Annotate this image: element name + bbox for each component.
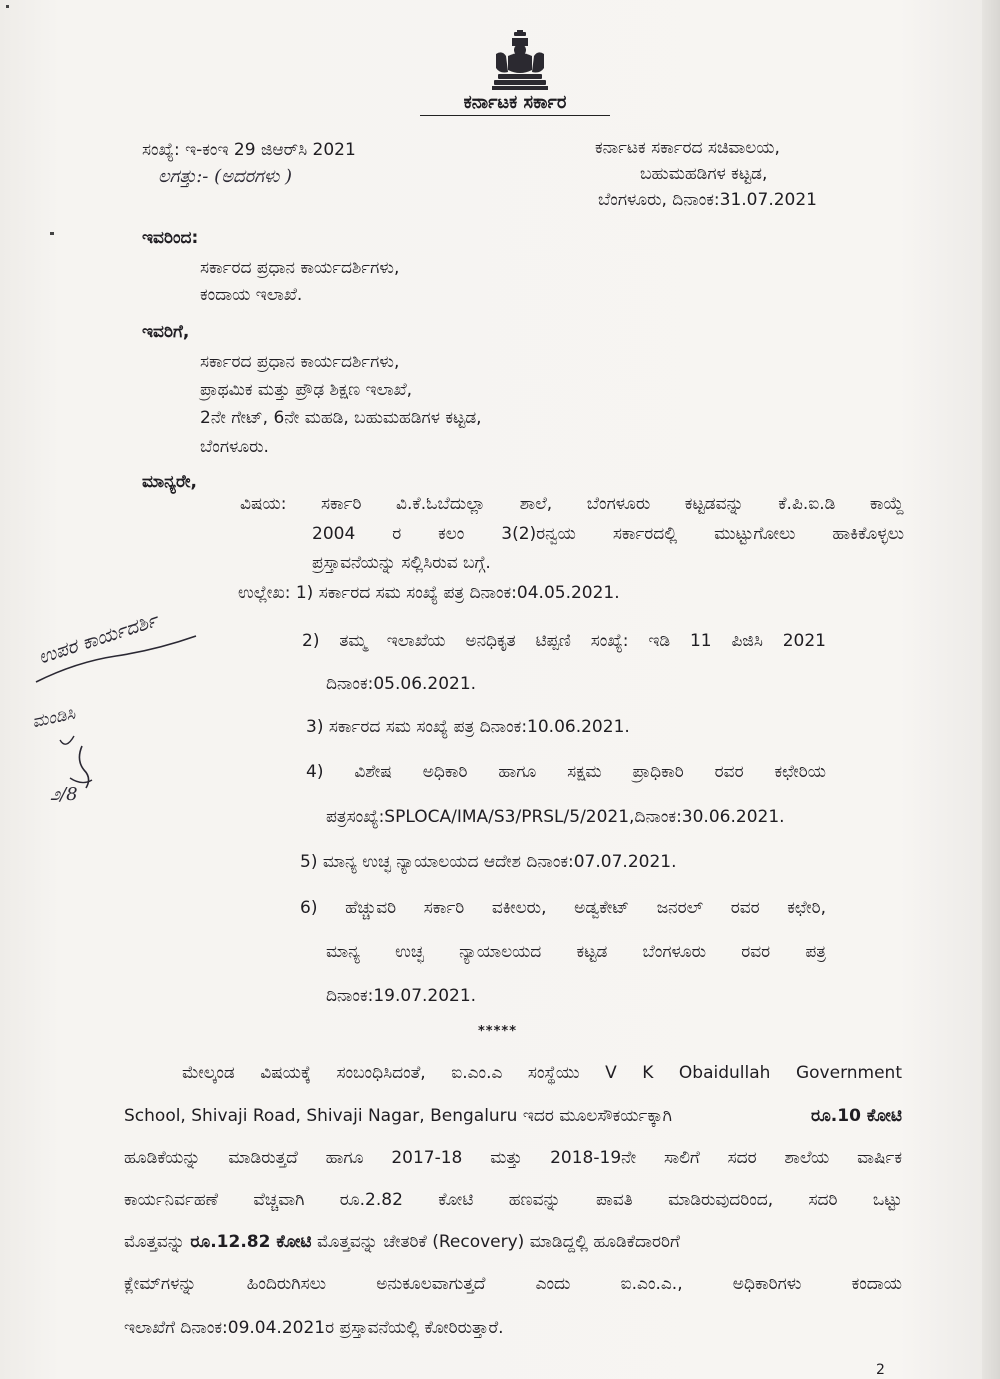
body-amount-10-crore: ರೂ.10 ಕೋಟಿ	[810, 1106, 902, 1126]
enclosures-note: ಲಗತ್ತು:- (ಅದರಗಳು )	[158, 166, 293, 187]
reference-number: ಸಂಖ್ಯೆ: ಇ-ಕಂಇ 29 ಜಿಆರ್‌ಸಿ 2021	[142, 140, 356, 160]
body-line-1: ಮೇಲ್ಕಂಡ ವಿಷಯಕ್ಕೆ ಸಂಬಂಧಿಸಿದಂತೆ, ಐ.ಎಂ.ಎ ಸಂಸ್ಥೆಯು V K Obaidullah Government	[182, 1063, 902, 1083]
body-line-3: ಹೂಡಿಕೆಯನ್ನು ಮಾಡಿರುತ್ತದೆ ಹಾಗೂ 2017-18 ಮತ್ತು 2018-19ನೇ ಸಾಲಿಗೆ ಸದರ ಶಾಲೆಯ ವಾರ್ಷಿಕ	[124, 1148, 902, 1168]
page-edge-shadow	[982, 0, 1000, 1379]
reference-1: ಉಲ್ಲೇಖ: 1) ಸರ್ಕಾರದ ಸಮ ಸಂಖ್ಯೆ ಪತ್ರ ದಿನಾಂಕ:04.05.2021.	[238, 583, 620, 603]
punch-mark	[6, 5, 9, 8]
reference-6b: ಮಾನ್ಯ ಉಚ್ಛ ನ್ಯಾಯಾಲಯದ ಕಟ್ಟಡ ಬೆಂಗಳೂರು ರವರ ಪತ್ರ	[326, 942, 826, 962]
handwritten-note-1: ಉಪರ ಕಾರ್ಯದರ್ಶಿ	[35, 609, 161, 669]
body-line-2-text: School, Shivaji Road, Shivaji Nagar, Bengaluru ಇದರ ಮೂಲಸೌಕರ್ಯಕ್ಕಾಗಿ	[124, 1106, 672, 1126]
reference-2a: 2) ತಮ್ಮ ಇಲಾಖೆಯ ಅನಧಿಕೃತ ಟಿಪ್ಪಣಿ ಸಂಖ್ಯೆ: ಇಡಿ 11 ಪಿಜಿಸಿ 2021	[302, 631, 826, 651]
handwritten-note-3: ೨/8	[50, 784, 78, 805]
punch-mark	[50, 232, 54, 235]
body-amount-12-82-crore: ರೂ.12.82 ಕೋಟಿ	[190, 1232, 312, 1252]
body-line-6: ಕ್ಲೇಮ್‌ಗಳನ್ನು ಹಿಂದಿರುಗಿಸಲು ಅನುಕೂಲವಾಗುತ್ತದೆ ಎಂದು ಐ.ಎಂ.ಎ., ಅಧಿಕಾರಿಗಳು ಕಂದಾಯ	[124, 1274, 902, 1294]
to-line-4: ಬೆಂಗಳೂರು.	[200, 437, 269, 457]
handwritten-note-2: ಮಂಡಿಸಿ	[30, 703, 78, 733]
reference-3: 3) ಸರ್ಕಾರದ ಸಮ ಸಂಖ್ಯೆ ಪತ್ರ ದಿನಾಂಕ:10.06.2021.	[306, 717, 630, 737]
reference-4a: 4) ವಿಶೇಷ ಅಧಿಕಾರಿ ಹಾಗೂ ಸಕ್ಷಮ ಪ್ರಾಧಿಕಾರಿ ರವರ ಕಛೇರಿಯ	[306, 762, 826, 782]
body-line-7: ಇಲಾಖೆಗೆ ದಿನಾಂಕ:09.04.2021ರ ಪ್ರಸ್ತಾವನೆಯಲ್ಲಿ ಕೋರಿರುತ್ತಾರೆ.	[124, 1318, 504, 1338]
from-line-1: ಸರ್ಕಾರದ ಪ್ರಧಾನ ಕಾರ್ಯದರ್ಶಿಗಳು,	[200, 258, 400, 278]
section-separator: *****	[478, 1024, 517, 1039]
to-line-2: ಪ್ರಾಥಮಿಕ ಮತ್ತು ಪ್ರೌಢ ಶಿಕ್ಷಣ ಇಲಾಖೆ,	[200, 380, 413, 400]
reference-5: 5) ಮಾನ್ಯ ಉಚ್ಛ ನ್ಯಾಯಾಲಯದ ಆದೇಶ ದಿನಾಂಕ:07.07.2021.	[300, 852, 677, 872]
page-number: 2	[876, 1362, 885, 1378]
subject-line-3: ಪ್ರಸ್ತಾವನೆಯನ್ನು ಸಲ್ಲಿಸಿರುವ ಬಗ್ಗೆ.	[312, 553, 491, 573]
from-label: ಇವರಿಂದ:	[142, 228, 199, 248]
from-line-2: ಕಂದಾಯ ಇಲಾಖೆ.	[200, 285, 303, 305]
subject-line-2: 2004 ರ ಕಲಂ 3(2)ರನ್ವಯ ಸರ್ಕಾರದಲ್ಲಿ ಮುಟ್ಟುಗೋಲು ಹಾಕಿಕೊಳ್ಳಲು	[312, 524, 904, 544]
office-line-3: ಬೆಂಗಳೂರು, ದಿನಾಂಕ:31.07.2021	[598, 190, 817, 210]
to-line-1: ಸರ್ಕಾರದ ಪ್ರಧಾನ ಕಾರ್ಯದರ್ಶಿಗಳು,	[200, 352, 400, 372]
body-line-2	[124, 1106, 902, 1126]
body-line-5-start: ಮೊತ್ತವನ್ನು	[124, 1232, 191, 1252]
subject-line-1: ವಿಷಯ: ಸರ್ಕಾರಿ ವಿ.ಕೆ.ಓಬೆದುಲ್ಲಾ ಶಾಲೆ, ಬೆಂಗಳೂರು ಕಟ್ಟಡವನ್ನು ಕೆ.ಪಿ.ಐ.ಡಿ ಕಾಯ್ದೆ	[240, 494, 904, 514]
reference-6c: ದಿನಾಂಕ:19.07.2021.	[326, 986, 477, 1006]
reference-4b: ಪತ್ರಸಂಖ್ಯೆ:SPLOCA/IMA/S3/PRSL/5/2021,ದಿನಾಂಕ:30.06.2021.	[326, 807, 785, 827]
office-line-2: ಬಹುಮಹಡಿಗಳ ಕಟ್ಟಡ,	[640, 164, 768, 184]
to-line-3: 2ನೇ ಗೇಟ್, 6ನೇ ಮಹಡಿ, ಬಹುಮಹಡಿಗಳ ಕಟ್ಟಡ,	[200, 408, 482, 428]
reference-2b: ದಿನಾಂಕ:05.06.2021.	[326, 674, 477, 694]
body-line-4: ಕಾರ್ಯನಿರ್ವಹಣೆ ವೆಚ್ಚವಾಗಿ ರೂ.2.82 ಕೋಟಿ ಹಣವನ್ನು ಪಾವತಿ ಮಾಡಿರುವುದರಿಂದ, ಸದರಿ ಒಟ್ಟು	[124, 1190, 902, 1210]
body-line-5	[124, 1232, 680, 1252]
government-title: ಕರ್ನಾಟಕ ಸರ್ಕಾರ	[420, 92, 610, 116]
office-line-1: ಕರ್ನಾಟಕ ಸರ್ಕಾರದ ಸಚಿವಾಲಯ,	[595, 138, 780, 158]
salutation: ಮಾನ್ಯರೇ,	[142, 472, 197, 492]
karnataka-emblem-icon	[488, 30, 552, 92]
to-label: ಇವರಿಗೆ,	[142, 322, 190, 342]
body-line-5-end: ಮೊತ್ತವನ್ನು ಚೇತರಿಕೆ (Recovery) ಮಾಡಿದ್ದಲ್ಲಿ ಹೂಡಿಕೆದಾರರಿಗೆ	[311, 1232, 680, 1252]
reference-6a: 6) ಹೆಚ್ಚುವರಿ ಸರ್ಕಾರಿ ವಕೀಲರು, ಅಡ್ವಕೇಟ್ ಜನರಲ್ ರವರ ಕಛೇರಿ,	[300, 898, 826, 918]
